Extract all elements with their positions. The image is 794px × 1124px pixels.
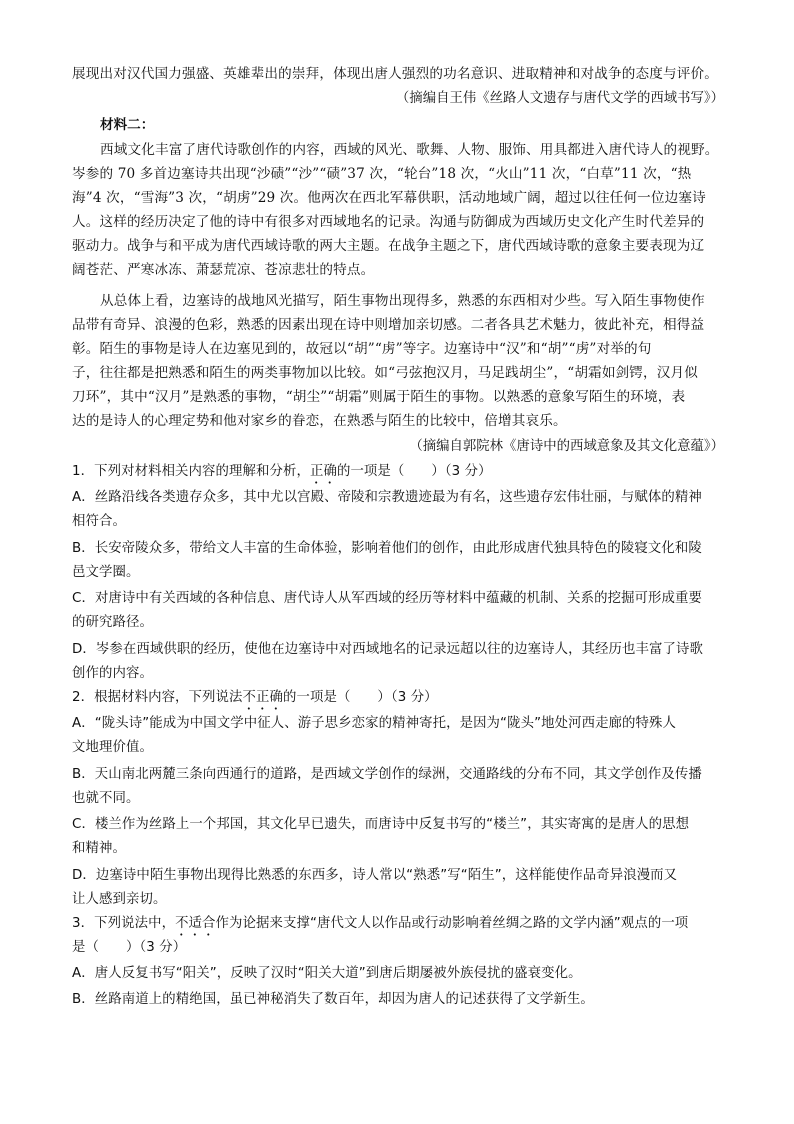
material1-closing-line: 展现出对汉代国力强盛、英雄辈出的崇拜，体现出唐人强烈的功名意识、进取精神和对战争的态度与评价。 (72, 66, 718, 82)
question-1-option-c: C．对唐诗中有关西域的各种信息、唐代诗人从军西域的经历等材料中蕴藏的机制、关系的挖掘可形成重要 (72, 591, 703, 606)
material2-line: 达的是诗人的心理定势和他对家乡的眷恋，在熟悉与陌生的比较中，倍增其哀乐。 (72, 413, 567, 429)
material2-line: 刀环”，其中“汉月”是熟悉的事物，“胡尘”“胡霜”则属于陌生的事物。以熟悉的意象写陌生的环境，表 (72, 389, 686, 405)
material2-line: 海”4 次，“雪海”3 次，“胡虏”29 次。他两次在西北军幕供职，活动地域广阔，超过以往任何一位边塞诗 (72, 190, 706, 206)
question-3-option-b: B．丝路南道上的精绝国，虽已神秘消失了数百年，却因为唐人的记述获得了文学新生。 (72, 992, 594, 1007)
stem-text: 3．下列说法中， (72, 916, 176, 931)
stem-emphasis: 正确 (309, 464, 337, 479)
question-2-option-a-cont: 文地理价值。 (72, 740, 153, 755)
question-2-option-c: C．楼兰作为丝路上一个邦国，其文化早已遗失，而唐诗中反复书写的“楼兰”，其实寄寓的是唐人的思想 (72, 817, 690, 832)
question-3-stem (72, 914, 688, 939)
question-1-stem (72, 462, 492, 487)
question-2-option-b: B．天山南北两麓三条向西通行的道路，是西域文学创作的绿洲，交通路线的分布不同，其文学创作及传播 (72, 767, 702, 782)
question-1-option-b-cont: 邑文学圈。 (72, 565, 140, 580)
stem-text: 的一项是（ ）（3 分） (336, 464, 492, 479)
question-1-option-c-cont: 的研究路径。 (72, 615, 153, 630)
question-1-option-d: D．岑参在西域供职的经历，使他在边塞诗中对西域地名的记录远超以往的边塞诗人，其经历也丰富了诗歌 (72, 642, 703, 657)
question-1-option-a: A．丝路沿线各类遗存众多，其中尤以宫殿、帝陵和宗教遗迹最为有名，这些遗存宏伟壮丽，与赋体的精神 (72, 490, 702, 505)
material2-source: （摘编自郭院林《唐诗中的西域意象及其文化意蕴》） (409, 439, 724, 454)
material2-heading: 材料二： (100, 117, 155, 133)
stem-text: 的一项是（ ）（3 分） (283, 690, 438, 705)
stem-text: 作为论据来支撑“唐代文人以作品或行动影响着丝绸之路的文学内涵”观点的一项 (215, 916, 689, 931)
stem-emphasis: 不适合 (175, 916, 216, 931)
material2-line: 驱动力。战争与和平成为唐代西域诗歌的两大主题。在战争主题之下，唐代西域诗歌的意象主要表现为辽 (72, 238, 705, 254)
material2-line: 西域文化丰富了唐代诗歌创作的内容，西域的风光、歌舞、人物、服饰、用具都进入唐代诗人的视野。 (100, 142, 719, 158)
material2-line: 彰。陌生的事物是诗人在边塞见到的，故冠以“胡”“虏”等字。边塞诗中“汉”和“胡”“虏”对举的句 (72, 341, 652, 357)
question-2-option-d: D．边塞诗中陌生事物出现得比熟悉的东西多，诗人常以“熟悉”写“陌生”，这样能使作品奇异浪漫而又 (72, 868, 678, 883)
material2-line: 阔苍茫、严寒冰冻、萧瑟荒凉、苍凉悲壮的特点。 (72, 262, 375, 278)
question-2-option-c-cont: 和精神。 (72, 841, 126, 856)
question-3-option-a: A．唐人反复书写“阳关”，反映了汉时“阳关大道”到唐后期屡被外族侵扰的盛衰变化。 (72, 966, 582, 981)
stem-text: 1．下列对材料相关内容的理解和分析， (72, 464, 310, 479)
material2-line: 子，往往都是把熟悉和陌生的两类事物加以比较。如“弓弦抱汉月，马足践胡尘”，“胡霜如剑锷，汉月似 (72, 365, 699, 381)
stem-text: 2．根据材料内容，下列说法 (72, 690, 243, 705)
material2-line: 品带有奇异、浪漫的色彩，熟悉的因素出现在诗中则增加亲切感。二者各具艺术魅力，彼此补充，相得益 (72, 317, 705, 333)
question-1-option-a-cont: 相符合。 (72, 514, 126, 529)
material1-source: （摘编自王伟《丝路人文遗存与唐代文学的西域书写》） (395, 91, 724, 106)
stem-emphasis: 不正确 (242, 690, 283, 705)
material2-line: 岑参的 70 多首边塞诗共出现“沙碛”“沙”“碛”37 次，“轮台”18 次，“火山”11 次，“白草”11 次，“热 (72, 166, 692, 182)
material2-line: 从总体上看，边塞诗的战地风光描写，陌生事物出现得多，熟悉的东西相对少些。写入陌生事物使作 (100, 293, 705, 309)
material2-line: 人。这样的经历决定了他的诗中有很多对西域地名的记录。沟通与防御成为西域历史文化产生时代差异的 (72, 214, 705, 230)
question-1-option-b: B．长安帝陵众多，带给文人丰富的生命体验，影响着他们的创作，由此形成唐代独具特色的陵寝文化和陵 (72, 541, 702, 556)
question-3-stem-cont: 是（ ）（3 分） (72, 940, 187, 955)
question-1-option-d-cont: 创作的内容。 (72, 666, 153, 681)
question-2-stem (72, 688, 438, 713)
question-2-option-a: A．“陇头诗”能成为中国文学中征人、游子思乡恋家的精神寄托，是因为“陇头”地处河西走廊的特殊人 (72, 716, 677, 731)
question-2-option-b-cont: 也就不同。 (72, 791, 140, 806)
question-2-option-d-cont: 让人感到亲切。 (72, 892, 167, 907)
